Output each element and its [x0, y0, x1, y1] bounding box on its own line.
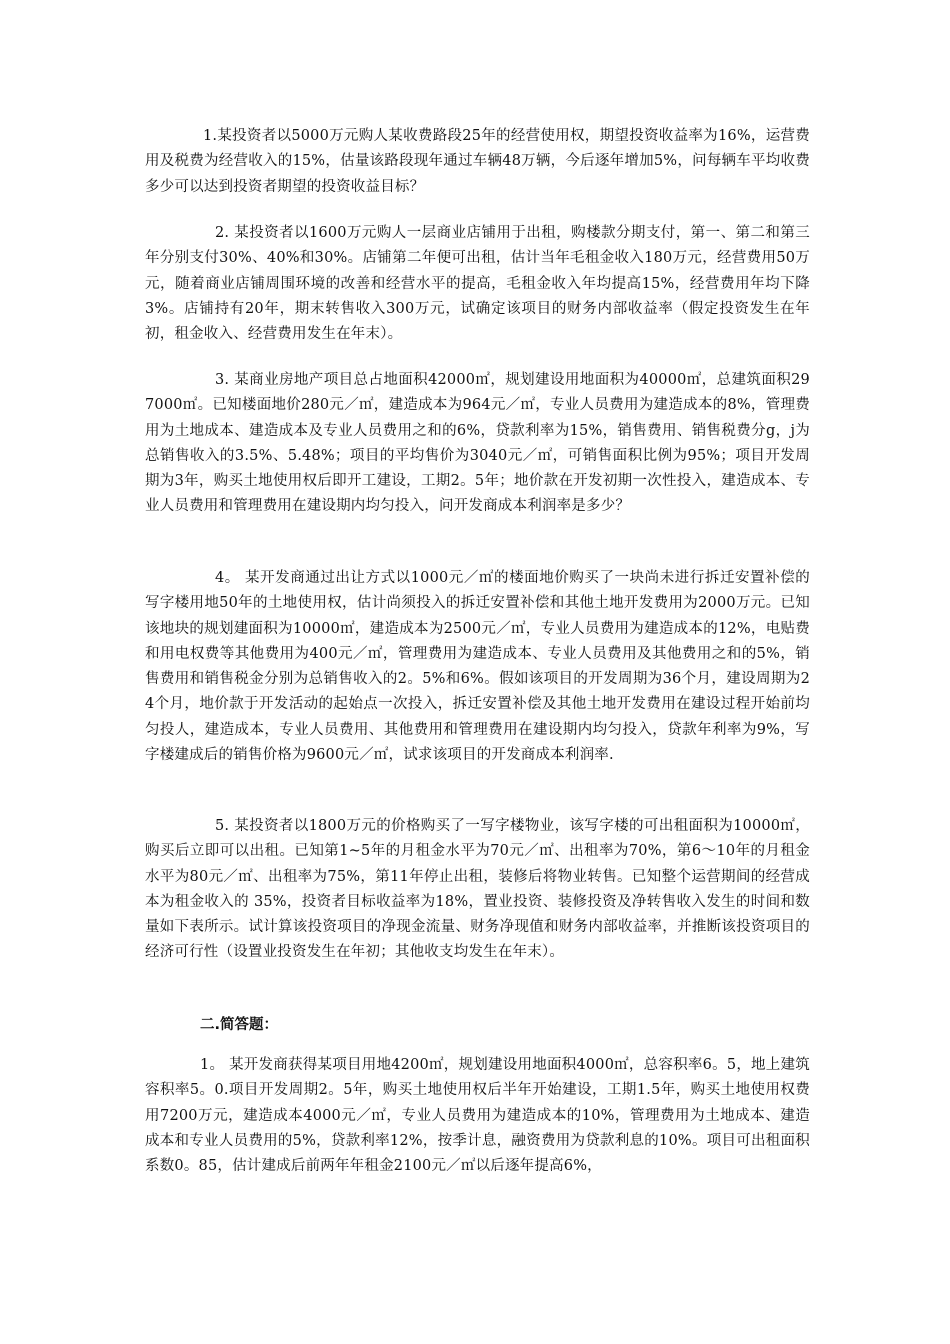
question-5: 5. 某投资者以1800万元的价格购买了一写字楼物业，该写字楼的可出租面积为10000㎡，购买后立即可以出租。已知第1~5年的月租金水平为70元／㎡、出租率为70%，第6～10年的月租金水平为80元／㎡、出租率为75%，第11年停止出租，装修后将物业转售。已知整个运营期间的经营成本为租金收入的 35%，投资者目标收益率为18%，置业投资、装修投资及净转售收入发生的时间和数量如下表所示。试计算该投资项目的净现金流量、财务净现值和财务内部收益率，并推断该投资项目的经济可行性（设置业投资发生在年初；其他收支均发生在年末）。: [145, 818, 810, 961]
question-4: 4。 某开发商通过出让方式以1000元／㎡的楼面地价购买了一块尚未进行拆迁安置补偿的写字楼用地50年的土地使用权，估计尚须投入的拆迁安置补偿和其他土地开发费用为2000万元。已知该地块的规划建面积为10000㎡，建造成本为2500元／㎡，专业人员费用为建造成本的12%，电贴费和用电权费等其他费用为400元／㎡，管理费用为建造成本、专业人员费用及其他费用之和的5%，销售费用和销售税金分别为总销售收入的2。5%和6%。假如该项目的开发周期为36个月，建设周期为24个月，地价款于开发活动的起始点一次投入，拆迁安置补偿及其他土地开发费用在建设过程开始前均匀投人，建造成本，专业人员费用、其他费用和管理费用在建设期内均匀投入，贷款年利率为9%，写字楼建成后的销售价格为9600元／㎡，试求该项目的开发商成本利润率.: [145, 570, 810, 764]
question-2: 2. 某投资者以1600万元购人一层商业店铺用于出租，购楼款分期支付，第一、第二和第三年分别支付30%、40%和30%。店铺第二年便可出租，估计当年毛租金收入180万元，经营费用50万元，随着商业店铺周围环境的改善和经营水平的提高，毛租金收入年均提高15%，经营费用年均下降3%。店铺持有20年，期末转售收入300万元，试确定该项目的财务内部收益率（假定投资发生在年初，租金收入、经营费用发生在年末）。: [145, 225, 810, 343]
question-1: 1.某投资者以5000万元购人某收费路段25年的经营使用权，期望投资收益率为16%，运营费用及税费为经营收入的15%，估量该路段现年通过车辆48万辆，今后逐年增加5%，问每辆车平均收费多少可以达到投资者期望的投资收益目标？: [145, 128, 810, 195]
question-3: 3. 某商业房地产项目总占地面积42000㎡，规划建设用地面积为40000㎡，总建筑面积297000㎡。已知楼面地价280元／㎡，建造成本为964元／㎡，专业人员费用为建造成本的8%，管理费用为土地成本、建造成本及专业人员费用之和的6%，贷款利率为15%，销售费用、销售税费分g，j为总销售收入的3.5%、5.48%；项目的平均售价为3040元／㎡，可销售面积比例为95%；项目开发周期为3年，购买土地使用权后即开工建设，工期2。5年；地价款在开发初期一次性投入，建造成本、专业人员费用和管理费用在建设期内均匀投入，问开发商成本利润率是多少？: [145, 372, 810, 515]
short-answer-question-1: 1。 某开发商获得某项目用地4200㎡，规划建设用地面积4000㎡，总容积率6。5，地上建筑容积率5。0.项目开发周期2。5年，购买土地使用权后半年开始建设，工期1.5年，购买土地使用权费用7200万元，建造成本4000元／㎡，专业人员费用为建造成本的10%，管理费用为土地成本、建造成本和专业人员费用的5%，贷款利率12%，按季计息，融资费用为贷款利息的10%。项目可出租面积系数0。85，估计建成后前两年年租金2100元／㎡以后逐年提高6%，: [145, 1057, 810, 1175]
section-heading: 二.简答题：: [200, 1017, 279, 1033]
